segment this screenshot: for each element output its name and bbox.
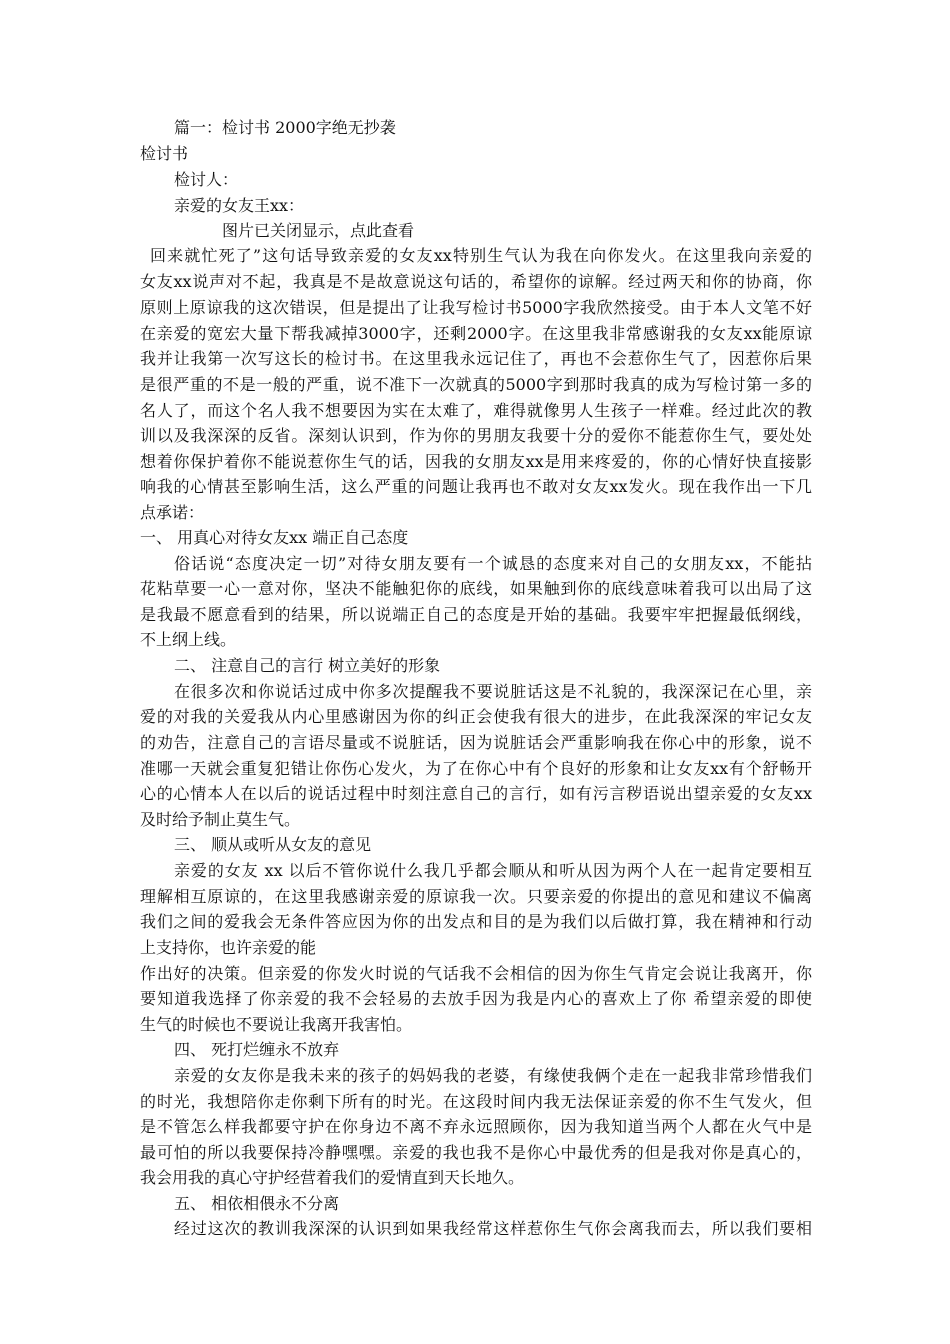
section-1-line: 不上纲上线。 [140,630,237,649]
salutation: 亲爱的女友王xx： [174,196,305,215]
section-heading-5: 五、 相依相偎永不分离 [174,1194,340,1213]
section-4-line: 是不管怎么样我都要守护在你身边不离不弃永远照顾你，因为我知道当两个人都在火气中是 [140,1117,812,1136]
section-4-line: 我会用我的真心守护经营着我们的爱情直到天长地久。 [140,1168,525,1187]
section-1-line: 俗话说“态度决定一切”对待女朋友要有一个诚恳的态度来对自己的女朋友xx，不能拈 [174,554,812,573]
section-3-line: 理解相互原谅的，在这里我感谢亲爱的原谅我一次。只要亲爱的你提出的意见和建议不偏离 [140,887,812,906]
section-heading-3: 三、 顺从或听从女友的意见 [174,835,372,854]
section-2-line: 准哪一天就会重复犯错让你伤心发火，为了在你心中有个良好的形象和让女友xx有个舒畅开 [140,759,812,778]
document-heading: 篇一：检讨书 2000字绝无抄袭 [174,118,396,137]
intro-line: 想着你保护着你不能说惹你生气的话，因我的女朋友xx是用来疼爱的，你的心情好快直接影 [140,452,812,471]
intro-line: 训以及我深深的反省。深刻认识到，作为你的男朋友我要十分的爱你不能惹你生气，要处处 [140,426,812,445]
intro-line: 是很严重的不是一般的严重，说不准下一次就真的5000字到那时我真的成为写检讨第一多的 [140,375,812,394]
reviewer-label: 检讨人： [174,170,239,189]
section-3-line: 生气的时候也不要说让我离开我害怕。 [140,1015,413,1034]
section-3-line: 作出好的决策。但亲爱的你发火时说的气话我不会相信的因为你生气肯定会说让我离开，你 [140,964,812,983]
section-2-line: 在很多次和你说话过成中你多次提醒我不要说脏话这是不礼貌的，我深深记在心里，亲 [174,682,812,701]
section-2-line: 的劝告，注意自己的言语尽量或不说脏话，因为说脏话会严重影响我在你心中的形象，说不 [140,733,812,752]
intro-line: 点承诺： [140,503,205,522]
intro-line: 我并让我第一次写这长的检讨书。在这里我永远记住了，再也不会惹你生气了，因惹你后果 [140,349,812,368]
intro-line: 响我的心情甚至影响生活，这么严重的问题让我再也不敢对女友xx发火。现在我作出一下几 [140,477,812,496]
section-3-line: 要知道我选择了你亲爱的我不会轻易的去放手因为我是内心的喜欢上了你 希望亲爱的即使 [140,989,812,1008]
section-3-line: 亲爱的女友 xx 以后不管你说什么我几乎都会顺从和听从因为两个人在一起肯定要相互 [174,861,812,880]
section-heading-2: 二、 注意自己的言行 树立美好的形象 [174,656,441,675]
section-3-line: 我们之间的爱我会无条件答应因为你的出发点和目的是为我们以后做打算，我在精神和行动 [140,912,812,931]
intro-line: 名人了，而这个名人我不想要因为实在太难了，难得就像男人生孩子一样难。经过此次的教 [140,401,812,420]
section-2-line: 爱的对我的关爱我从内心里感谢因为你的纠正会使我有很大的进步，在此我深深的牢记女友 [140,707,812,726]
section-2-line: 心的心情本人在以后的说话过程中时刻注意自己的言行，如有污言秽语说出望亲爱的女友xx [140,784,812,803]
intro-line: 在亲爱的宽宏大量下帮我减掉3000字，还剩2000字。在这里我非常感谢我的女友xx能原谅 [140,324,812,343]
section-5-line: 经过这次的教训我深深的认识到如果我经常这样惹你生气你会离我而去，所以我们要相 [174,1219,812,1238]
section-2-line: 及时给予制止莫生气。 [140,810,301,829]
section-4-line: 的时光，我想陪你走你剩下所有的时光。在这段时间内我无法保证亲爱的你不生气发火，但 [140,1092,812,1111]
section-4-line: 亲爱的女友你是我未来的孩子的妈妈我的老婆，有缘使我俩个走在一起我非常珍惜我们 [174,1066,812,1085]
section-3-line: 上支持你，也许亲爱的能 [140,938,317,957]
image-placeholder-link[interactable]: 图片已关闭显示，点此查看 [222,221,415,240]
section-1-line: 是我最不愿意看到的结果，所以说端正自己的态度是开始的基础。我要牢牢把握最低纲线， [140,605,812,624]
intro-line: 回来就忙死了”这句话导致亲爱的女友xx特别生气认为我在向你发火。在这里我向亲爱的 [150,246,812,265]
section-1-line: 花粘草要一心一意对你，坚决不能触犯你的底线，如果触到你的底线意味着我可以出局了这 [140,579,812,598]
section-heading-1: 一、 用真心对待女友xx 端正自己态度 [140,528,409,547]
document-title: 检讨书 [140,144,189,163]
intro-line: 女友xx说声对不起，我真是不是故意说这句话的，希望你的谅解。经过两天和你的协商，你 [140,272,812,291]
section-4-line: 最可怕的所以我要保持冷静嘿嘿。亲爱的我也我不是你心中最优秀的但是我对你是真心的， [140,1143,812,1162]
section-heading-4: 四、 死打烂缠永不放弃 [174,1040,340,1059]
intro-line: 原则上原谅我的这次错误，但是提出了让我写检讨书5000字我欣然接受。由于本人文笔不好 [140,298,812,317]
